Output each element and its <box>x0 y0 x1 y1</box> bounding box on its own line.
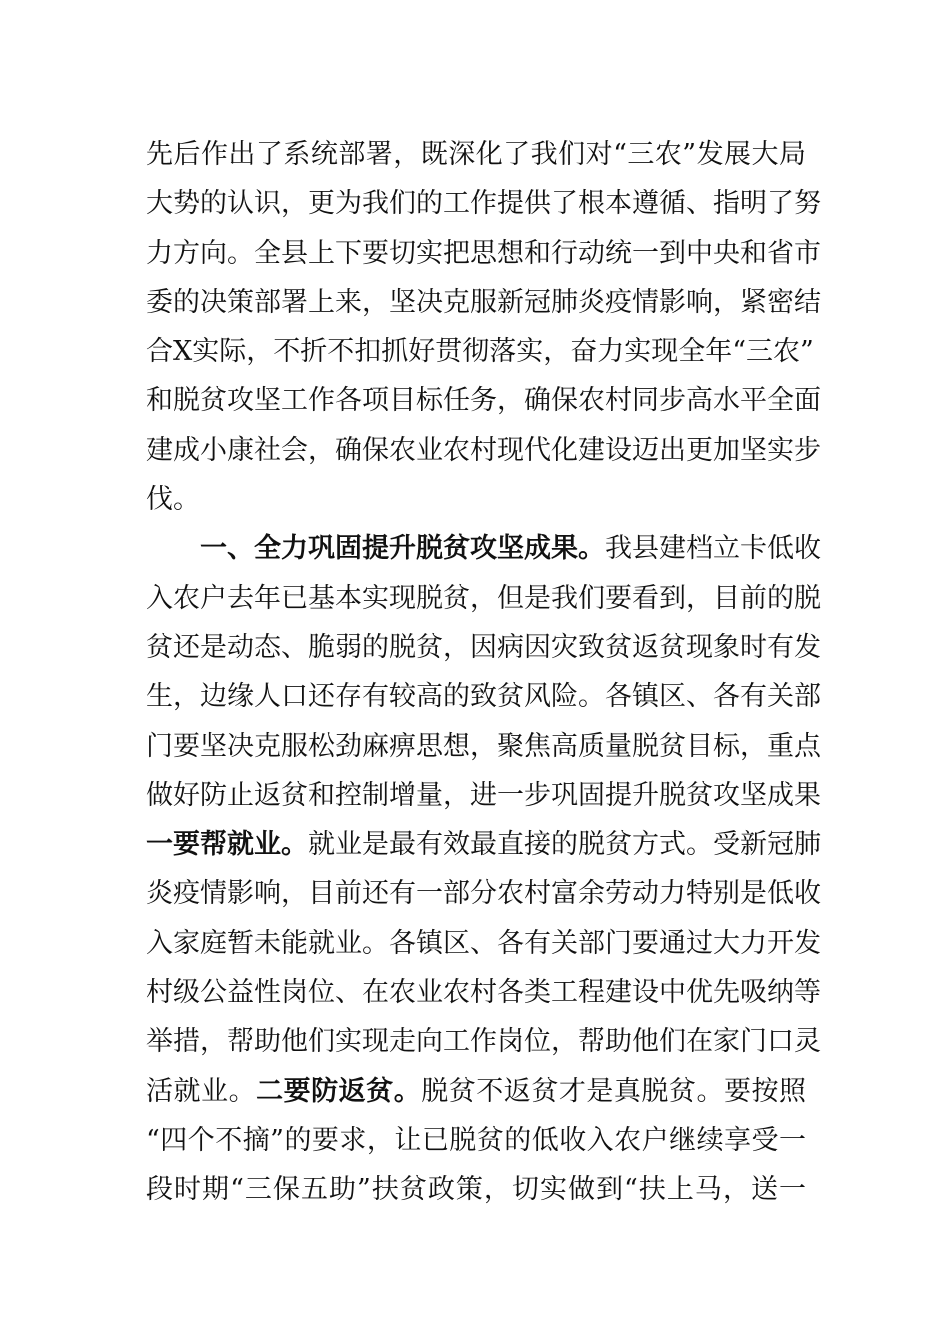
text-line: 门要坚决克服松劲麻痹思想，聚焦高质量脱贫目标，重点 <box>146 730 821 762</box>
text-line: 入家庭暂未能就业。各镇区、各有关部门要通过大力开发 <box>146 927 821 959</box>
text-line: 入农户去年已基本实现脱贫，但是我们要看到，目前的脱 <box>146 582 821 614</box>
text-segment: 活就业。 <box>146 1075 257 1107</box>
text-line: 炎疫情影响，目前还有一部分农村富余劳动力特别是低收 <box>146 878 821 910</box>
text-line <box>146 820 821 869</box>
text-line: 合X实际，不折不扣抓好贯彻落实，奋力实现全年“三农” <box>146 336 814 368</box>
text-line: 生，边缘人口还存有较高的致贫风险。各镇区、各有关部 <box>146 681 821 713</box>
text-line: 力方向。全县上下要切实把思想和行动统一到中央和省市 <box>146 237 821 269</box>
text-line: 贫还是动态、脆弱的脱贫，因病因灾致贫返贫现象时有发 <box>146 631 821 663</box>
text-line: 段时期“三保五助”扶贫政策，切实做到“扶上马，送一 <box>146 1174 806 1206</box>
text-line: “四个不摘”的要求，让已脱贫的低收入农户继续享受一 <box>146 1124 806 1156</box>
text-line: 委的决策部署上来，坚决克服新冠肺炎疫情影响，紧密结 <box>146 286 821 318</box>
text-line: 举措，帮助他们实现走向工作岗位，帮助他们在家门口灵 <box>146 1026 821 1058</box>
text-segment: 就业是最有效最直接的脱贫方式。受新冠肺 <box>308 829 821 861</box>
text-line: 做好防止返贫和控制增量，进一步巩固提升脱贫攻坚成果 <box>146 779 821 811</box>
text-segment: 我县建档立卡低收 <box>605 533 821 565</box>
text-line: 和脱贫攻坚工作各项目标任务，确保农村同步高水平全面 <box>146 385 821 417</box>
text-line: 村级公益性岗位、在农业农村各类工程建设中优先吸纳等 <box>146 977 821 1009</box>
subheading-prevent-poverty-return: 二要防返贫。 <box>256 1075 422 1107</box>
text-line: 建成小康社会，确保农业农村现代化建设迈出更加坚实步 <box>146 434 821 466</box>
section-heading-line <box>146 524 821 573</box>
subheading-employment: 一要帮就业。 <box>146 829 308 861</box>
text-segment: 脱贫不返贫才是真脱贫。要按照 <box>421 1075 807 1107</box>
text-line: 大势的认识，更为我们的工作提供了根本遵循、指明了努 <box>146 188 821 220</box>
text-line: 伐。 <box>146 484 200 516</box>
section-heading: 一、全力巩固提升脱贫攻坚成果。 <box>200 533 605 565</box>
text-line <box>146 1067 806 1116</box>
text-line: 先后作出了系统部署，既深化了我们对“三农”发展大局 <box>146 139 806 170</box>
document-body <box>146 130 821 1215</box>
